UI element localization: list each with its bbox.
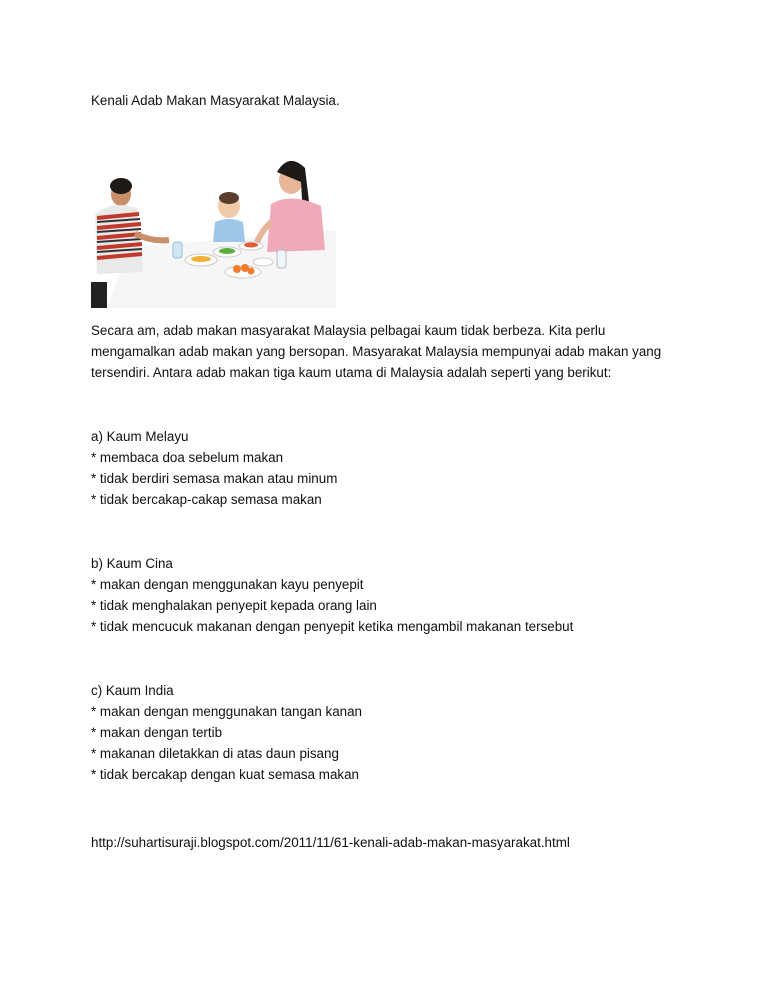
intro-line: mengamalkan adab makan yang bersopan. Masyarakat Malaysia mempunyai adab makan yang <box>91 344 662 359</box>
section-heading: a) Kaum Melayu <box>91 429 189 444</box>
intro-line: Secara am, adab makan masyarakat Malaysia pelbagai kaum tidak berbeza. Kita perlu <box>91 323 606 338</box>
family-eating-photo <box>91 122 336 308</box>
list-item: * makan dengan menggunakan tangan kanan <box>91 704 363 719</box>
list-item: * tidak mencucuk makanan dengan penyepit ketika mengambil makanan tersebut <box>91 619 574 634</box>
section-kaum-india <box>91 680 691 785</box>
section-kaum-melayu <box>91 426 691 510</box>
section-kaum-cina <box>91 553 691 637</box>
section-heading: b) Kaum Cina <box>91 556 173 571</box>
section-heading: c) Kaum India <box>91 683 174 698</box>
list-item: * makan dengan menggunakan kayu penyepit <box>91 577 364 592</box>
list-item: * tidak menghalakan penyepit kepada orang lain <box>91 598 377 613</box>
intro-line: tersendiri. Antara adab makan tiga kaum utama di Malaysia adalah seperti yang berikut: <box>91 365 612 380</box>
family-eating-illustration <box>91 122 336 308</box>
list-item: * membaca doa sebelum makan <box>91 450 284 465</box>
page-title: Kenali Adab Makan Masyarakat Malaysia. <box>91 93 340 108</box>
list-item: * tidak berdiri semasa makan atau minum <box>91 471 338 486</box>
source-url: http://suhartisuraji.blogspot.com/2011/11/61-kenali-adab-makan-masyarakat.html <box>91 835 570 850</box>
list-item: * makanan diletakkan di atas daun pisang <box>91 746 339 761</box>
list-item: * makan dengan tertib <box>91 725 223 740</box>
intro-paragraph <box>91 320 691 383</box>
list-item: * tidak bercakap dengan kuat semasa makan <box>91 767 359 782</box>
list-item: * tidak bercakap-cakap semasa makan <box>91 492 322 507</box>
